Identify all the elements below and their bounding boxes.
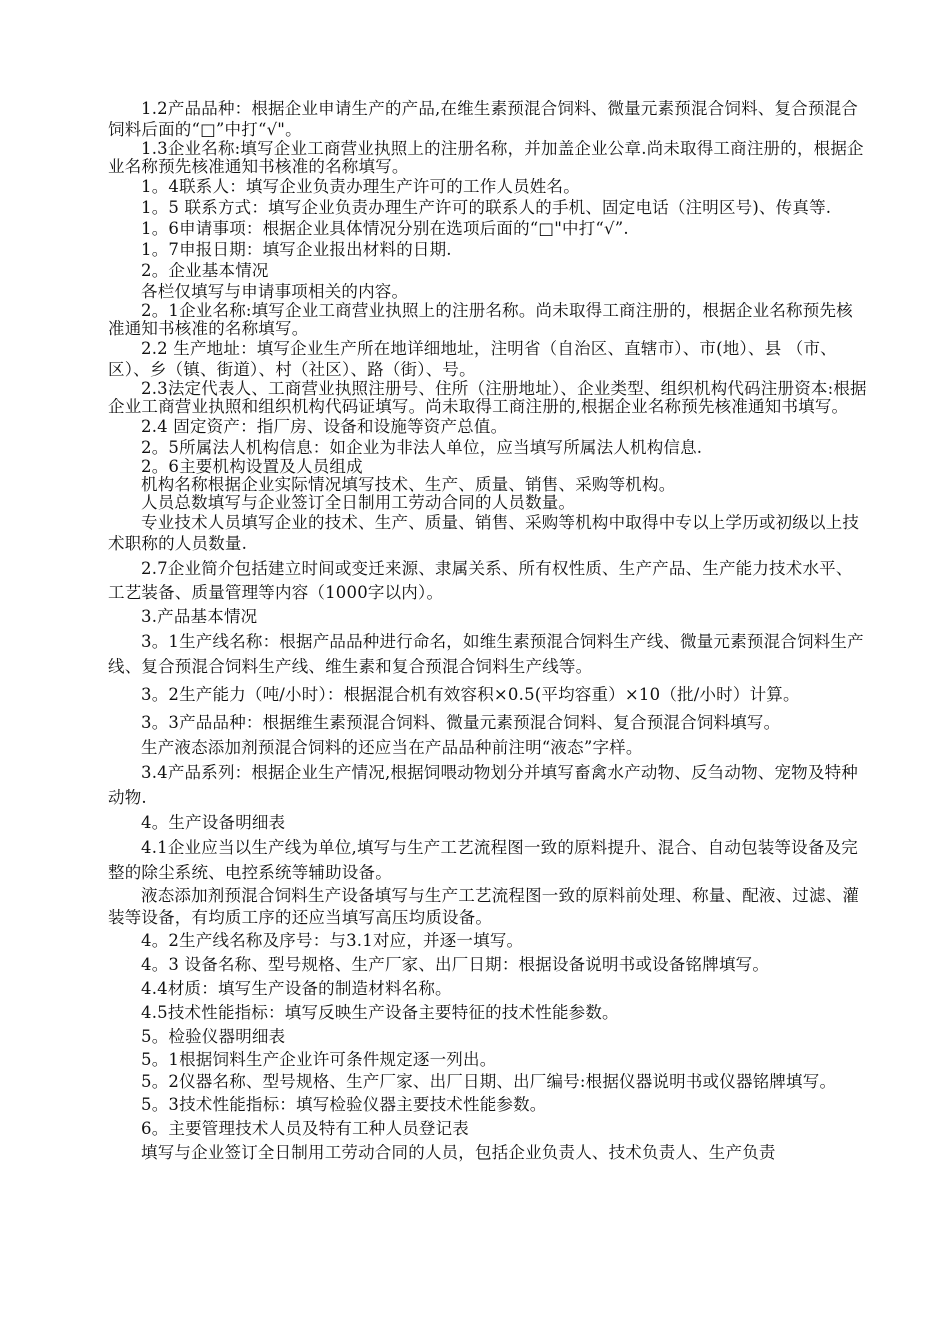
paragraph-2-3: 2.3法定代表人、工商营业执照注册号、住所（注册地址）、企业类型、组织机构代码注册资本:根据企业工商营业执照和组织机构代码证填写。尚未取得工商注册的,根据企业名称预先核准通知书填写。 <box>108 379 867 416</box>
section-heading-3: 3.产品基本情况 <box>141 607 258 626</box>
paragraph-2-intro: 各栏仅填写与申请事项相关的内容。 <box>141 282 409 301</box>
paragraph-1-5: 1。5 联系方式：填写企业负责办理生产许可的联系人的手机、固定电话（注明区号)、传真等. <box>141 198 832 217</box>
paragraph-1-4: 1。4联系人：填写企业负责办理生产许可的工作人员姓名。 <box>141 177 580 196</box>
paragraph-4-3: 4。3 设备名称、型号规格、生产厂家、出厂日期：根据设备说明书或设备铭牌填写。 <box>141 955 770 974</box>
paragraph-6-intro: 填写与企业签订全日制用工劳动合同的人员，包括企业负责人、技术负责人、生产负责 <box>141 1143 776 1162</box>
paragraph-2-6-staff: 人员总数填写与企业签订全日制用工劳动合同的人员数量。 <box>141 493 576 512</box>
paragraph-1-7: 1。7申报日期：填写企业报出材料的日期. <box>141 240 452 259</box>
paragraph-5-2: 5。2仪器名称、型号规格、生产厂家、出厂日期、出厂编号:根据仪器说明书或仪器铭牌填写。 <box>141 1072 837 1091</box>
section-heading-6: 6。主要管理技术人员及特有工种人员登记表 <box>141 1119 469 1138</box>
paragraph-3-2: 3。2生产能力（吨/小时）：根据混合机有效容积×0.5(平均容重）×10（批/小时）计算。 <box>141 685 800 704</box>
paragraph-4-1: 4.1企业应当以生产线为单位,填写与生产工艺流程图一致的原料提升、混合、自动包装等设备及完整的除尘系统、电控系统等辅助设备。 <box>108 838 858 882</box>
paragraph-1-6: 1。6申请事项：根据企业具体情况分别在选项后面的“□"中打“√”. <box>141 219 629 238</box>
paragraph-2-1: 2。1企业名称:填写企业工商营业执照上的注册名称。尚未取得工商注册的，根据企业名称预先核准通知书核准的名称填写。 <box>108 301 853 338</box>
paragraph-4-1-liquid: 液态添加剂预混合饲料生产设备填写与生产工艺流程图一致的原料前处理、称量、配液、过滤、灌装等设备，有均质工序的还应当填写高压均质设备。 <box>108 886 860 927</box>
section-heading-5: 5。检验仪器明细表 <box>141 1027 286 1046</box>
paragraph-5-3: 5。3技术性能指标：填写检验仪器主要技术性能参数。 <box>141 1095 547 1114</box>
paragraph-2-4: 2.4 固定资产：指厂房、设备和设施等资产总值。 <box>141 417 508 436</box>
paragraph-3-3-liquid: 生产液态添加剂预混合饲料的还应当在产品品种前注明“液态”字样。 <box>141 738 643 757</box>
paragraph-2-6-tech: 专业技术人员填写企业的技术、生产、质量、销售、采购等机构中取得中专以上学历或初级以上技术职称的人员数量. <box>108 513 860 553</box>
paragraph-2-6: 2。6主要机构设置及人员组成 <box>141 457 363 476</box>
document-body <box>108 98 868 1165</box>
paragraph-2-6-org: 机构名称根据企业实际情况填写技术、生产、质量、销售、采购等机构。 <box>141 475 676 494</box>
paragraph-1-3: 1.3企业名称:填写企业工商营业执照上的注册名称，并加盖企业公章.尚未取得工商注册的，根据企业名称预先核准通知书核准的名称填写。 <box>108 139 864 176</box>
paragraph-5-1: 5。1根据饲料生产企业许可条件规定逐一列出。 <box>141 1050 497 1069</box>
paragraph-3-3: 3。3产品品种：根据维生素预混合饲料、微量元素预混合饲料、复合预混合饲料填写。 <box>141 713 781 732</box>
section-heading-4: 4。生产设备明细表 <box>141 813 286 832</box>
paragraph-3-1: 3。1生产线名称：根据产品品种进行命名，如维生素预混合饲料生产线、微量元素预混合饲料生产线、复合预混合饲料生产线、维生素和复合预混合饲料生产线等。 <box>108 632 864 676</box>
paragraph-1-2: 1.2产品品种：根据企业申请生产的产品,在维生素预混合饲料、微量元素预混合饲料、复合预混合饲料后面的“□”中打“√"。 <box>108 99 858 139</box>
paragraph-3-4: 3.4产品系列：根据企业生产情况,根据饲喂动物划分并填写畜禽水产动物、反刍动物、宠物及特种动物. <box>108 763 858 807</box>
paragraph-4-2: 4。2生产线名称及序号：与3.1对应，并逐一填写。 <box>141 931 524 950</box>
paragraph-2-7: 2.7企业简介包括建立时间或变迁来源、隶属关系、所有权性质、生产产品、生产能力技术水平、工艺装备、质量管理等内容（1000字以内）。 <box>108 559 853 602</box>
paragraph-4-5: 4.5技术性能指标：填写反映生产设备主要特征的技术性能参数。 <box>141 1003 619 1022</box>
paragraph-2-5: 2。5所属法人机构信息：如企业为非法人单位，应当填写所属法人机构信息. <box>141 438 703 457</box>
paragraph-4-4: 4.4材质：填写生产设备的制造材料名称。 <box>141 979 452 998</box>
paragraph-2-2: 2.2 生产地址：填写企业生产所在地详细地址，注明省（自治区、直辖市）、市(地）、县 （市、区）、乡（镇、街道）、村（社区）、路（街）、号。 <box>108 339 837 379</box>
section-heading-2: 2。企业基本情况 <box>141 261 269 280</box>
